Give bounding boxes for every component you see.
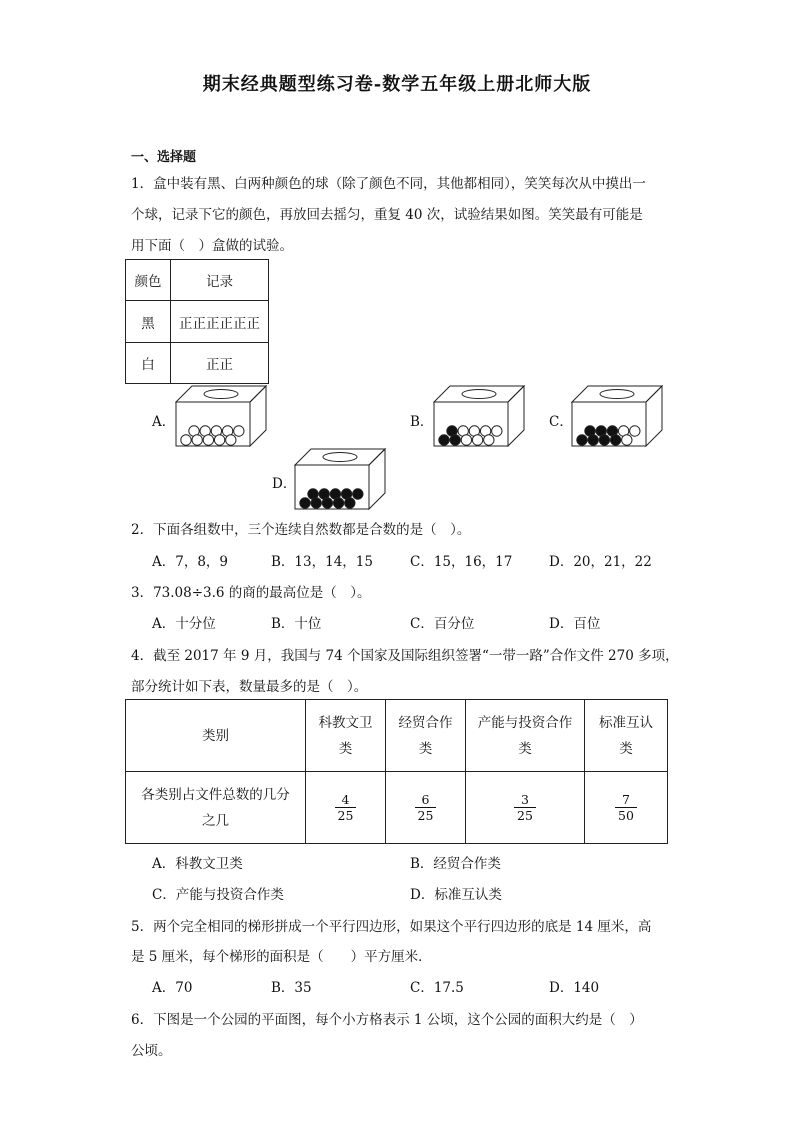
fraction-cell-1 — [306, 772, 386, 844]
q2-option-c: C．15，16，17 — [410, 554, 513, 570]
q4-line-2: 部分统计如下表，数量最多的是（ ）。 — [131, 679, 368, 695]
q5-line-2: 是 5 厘米，每个梯形的面积是（ ）平方厘米． — [131, 949, 432, 965]
ball — [599, 435, 609, 445]
ball — [322, 498, 332, 508]
q3-option-d: D．百位 — [549, 616, 601, 632]
table-header-color: 颜色 — [126, 260, 171, 301]
ball — [439, 435, 449, 445]
ball — [622, 435, 632, 445]
fraction: $\frac{7}{50}$ — [615, 792, 637, 823]
page-title: 期末经典题型练习卷-数学五年级上册北师大版 — [202, 74, 592, 95]
ball — [226, 435, 236, 445]
ball — [461, 435, 471, 445]
ball — [450, 435, 460, 445]
q6-line-1: 6．下图是一个公园的平面图，每个小方格表示 1 公顷，这个公园的面积大约是（ ） — [131, 1012, 643, 1028]
q4-option-c: C．产能与投资合作类 — [152, 887, 284, 903]
ball — [192, 435, 202, 445]
q3-option-b: B．十位 — [271, 616, 322, 632]
q1-line-1: 1．盒中装有黑、白两种颜色的球（除了颜色不同，其他都相同），笑笑每次从中摸出一 — [131, 176, 646, 192]
q5-line-1: 5．两个完全相同的梯形拼成一个平行四边形，如果这个平行四边形的底是 14 厘米，高 — [131, 919, 652, 935]
q1-option-d-label: D． — [272, 476, 297, 492]
fraction-cell-4 — [585, 772, 668, 844]
ball — [472, 435, 482, 445]
q2-option-b: B．13，14，15 — [271, 554, 373, 570]
box-d-illustration — [294, 448, 386, 510]
q6-line-2: 公顷。 — [131, 1043, 172, 1059]
table-row-label: 各类别占文件总数的几分 之几 — [126, 772, 306, 844]
q2-option-d: D．20，21，22 — [549, 554, 652, 570]
ball — [181, 435, 191, 445]
q2-text: 2．下面各组数中，三个连续自然数都是合数的是（ ）。 — [131, 522, 471, 538]
ball — [214, 435, 224, 445]
fraction: $\frac{3}{25}$ — [514, 792, 536, 823]
fraction-cell-2 — [386, 772, 466, 844]
table-cell-white-record: 正正 — [171, 343, 269, 384]
q4-option-d: D．标准互认类 — [410, 887, 502, 903]
q4-line-1: 4．截至 2017 年 9 月，我国与 74 个国家及国际组织签署“一带一路”合作文件 270 多项， — [131, 648, 679, 664]
ball — [577, 435, 587, 445]
q1-option-a-label: A． — [152, 414, 176, 430]
table-header-category: 类别 — [126, 700, 306, 772]
table-header-cat-3: 产能与投资合作 类 — [466, 700, 585, 772]
q3-text: 3．73.08÷3.6 的商的最高位是（ ）。 — [131, 585, 371, 601]
table-cell-black: 黑 — [126, 301, 171, 343]
table-header-cat-2: 经贸合作 类 — [386, 700, 466, 772]
q4-option-b: B．经贸合作类 — [410, 856, 501, 872]
section-heading: 一、选择题 — [131, 150, 197, 165]
ball — [492, 426, 502, 436]
ball — [203, 435, 213, 445]
ball — [484, 435, 494, 445]
q3-option-c: C．百分位 — [410, 616, 475, 632]
q5-option-a: A．70 — [152, 980, 193, 996]
q3-option-a: A．十分位 — [152, 616, 216, 632]
ball — [311, 498, 321, 508]
q2-option-a: A．7，8，9 — [152, 554, 229, 570]
table-cell-white: 白 — [126, 343, 171, 384]
fraction-cell-3 — [466, 772, 585, 844]
ball — [234, 426, 244, 436]
fraction: $\frac{4}{25}$ — [335, 792, 357, 823]
q1-option-c-label: C． — [549, 414, 573, 430]
box-a-illustration — [175, 385, 267, 447]
box-c-illustration — [571, 385, 663, 447]
table-header-cat-4: 标准互认 类 — [585, 700, 668, 772]
table-header-cat-1: 科教文卫 类 — [306, 700, 386, 772]
ball — [610, 435, 620, 445]
ball — [630, 426, 640, 436]
ball — [588, 435, 598, 445]
ball — [345, 498, 355, 508]
ball — [300, 498, 310, 508]
q5-option-b: B．35 — [271, 980, 312, 996]
table-header-record: 记录 — [171, 260, 269, 301]
ball — [333, 498, 343, 508]
q1-option-b-label: B． — [410, 414, 434, 430]
q5-option-d: D．140 — [549, 980, 600, 996]
q1-record-table — [125, 259, 269, 384]
q4-option-a: A．科教文卫类 — [152, 856, 243, 872]
box-b-illustration — [433, 385, 525, 447]
fraction: $\frac{6}{25}$ — [415, 792, 437, 823]
q5-option-c: C．17.5 — [410, 980, 464, 996]
ball — [353, 489, 363, 499]
q1-line-3: 用下面（ ）盒做的试验。 — [131, 238, 293, 254]
q4-statistics-table — [125, 699, 668, 844]
table-cell-black-record: 正正正正正正 — [171, 301, 269, 343]
q1-line-2: 个球，记录下它的颜色，再放回去摇匀，重复 40 次，试验结果如图。笑笑最有可能是 — [131, 207, 643, 223]
